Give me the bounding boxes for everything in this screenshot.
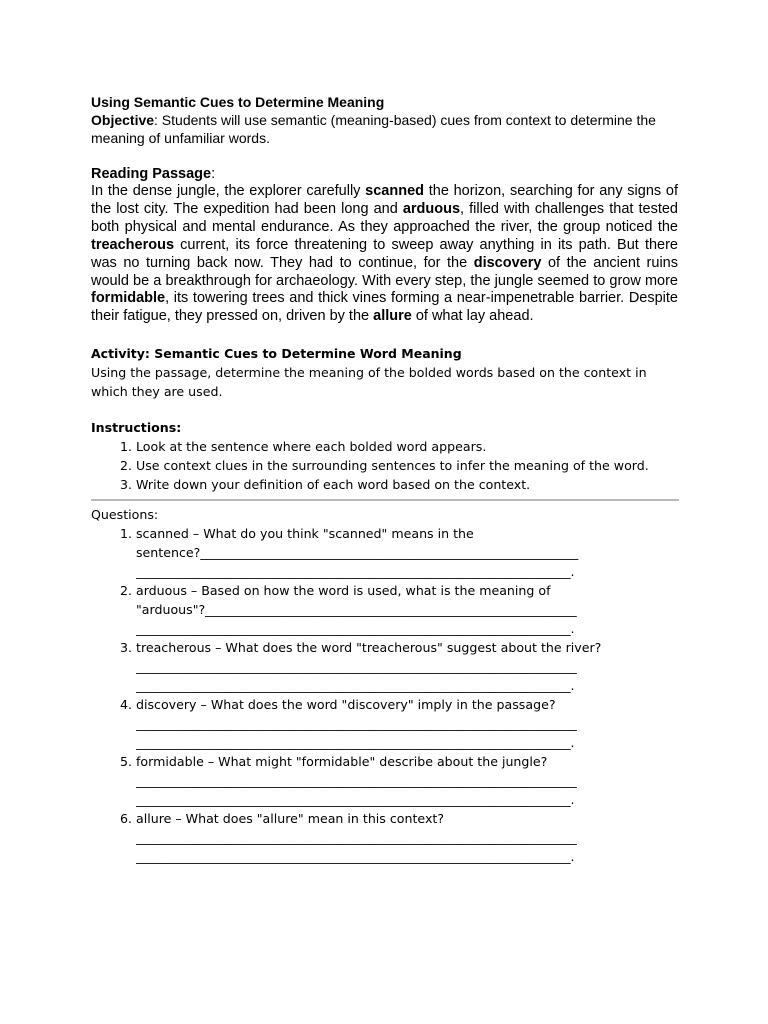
answer-line[interactable]: ______________________________________________________________________ (136, 773, 577, 789)
question-item (136, 809, 678, 866)
activity-text: Using the passage, determine the meaning of the bolded words based on the context in which they are used. (91, 365, 647, 400)
worksheet-title: Using Semantic Cues to Determine Meaning (91, 94, 385, 110)
answer-line[interactable]: _____________________________________________________________________. (136, 792, 575, 808)
passage-text: the horizon, searching for any signs of the lost city. The expedition had been long and (91, 183, 678, 217)
worksheet-page (91, 93, 678, 866)
answer-line[interactable]: _____________________________________________________________________. (136, 849, 575, 865)
answer-line[interactable]: sentence?____________________________________________________________ (136, 545, 579, 561)
instruction-item: 3. Write down your definition of each word based on the context. (136, 475, 678, 494)
instruction-item: 1. Look at the sentence where each bolded word appears. (136, 437, 678, 456)
passage-text: of what lay ahead. (411, 308, 534, 325)
instructions-list (91, 437, 678, 494)
question-prompt: 1. scanned – What do you think "scanned" means in the (136, 526, 474, 542)
question-item (136, 638, 678, 695)
objective-text: : Students will use semantic (meaning-based) cues from context to determine the meaning of unfamiliar words. (91, 112, 656, 146)
instruction-item: 2. Use context clues in the surrounding sentences to infer the meaning of the word. (136, 456, 678, 475)
instructions-title: Instructions: (91, 420, 182, 436)
question-prompt: 2. arduous – Based on how the word is used, what is the meaning of (136, 583, 551, 599)
question-item (136, 695, 678, 752)
passage-text: In the dense jungle, the explorer carefully (91, 183, 366, 199)
reading-passage-heading (91, 165, 678, 183)
questions-list (91, 524, 678, 866)
answer-line[interactable]: ______________________________________________________________________ (136, 659, 577, 675)
bold-word-discovery: discovery (473, 254, 542, 271)
bold-word-scanned: scanned (365, 183, 424, 199)
question-item (136, 524, 678, 581)
question-item (136, 752, 678, 809)
objective (91, 111, 678, 147)
answer-line[interactable]: _____________________________________________________________________. (136, 564, 575, 580)
question-prompt: 6. allure – What does "allure" mean in this context? (136, 811, 445, 827)
passage-text: , filled with challenges that tested both physical and mental endurance. As they approached the river, the group noticed the (91, 200, 678, 235)
passage-text: of the ancient ruins would be a breakthrough for archaeology. With every step, the jungle seemed to grow more (91, 254, 678, 289)
questions-title: Questions: (91, 507, 159, 523)
passage-text: , its towering trees and thick vines forming a near-impenetrable barrier. Despite their fatigue, they pressed on, driven by the (91, 290, 678, 325)
bold-word-arduous: arduous (402, 200, 461, 217)
reading-passage-label: Reading Passage (91, 166, 212, 182)
question-prompt: 4. discovery – What does the word "discovery" imply in the passage? (136, 697, 556, 713)
passage-text: current, its force threatening to sweep away anything in its path. But there was no turning back now. They had to continue, for the (91, 236, 678, 271)
question-item (136, 581, 678, 638)
answer-line[interactable]: ______________________________________________________________________ (136, 716, 577, 732)
answer-line[interactable]: _____________________________________________________________________. (136, 621, 575, 637)
question-prompt: 5. formidable – What might "formidable" describe about the jungle? (136, 754, 548, 770)
reading-passage (91, 183, 678, 326)
answer-line[interactable]: ______________________________________________________________________ (136, 830, 577, 846)
bold-word-treacherous: treacherous (91, 236, 175, 253)
answer-line[interactable]: _____________________________________________________________________. (136, 735, 575, 751)
objective-label: Objective (91, 112, 155, 128)
reading-passage-colon: : (211, 166, 216, 182)
answer-line[interactable]: _____________________________________________________________________. (136, 678, 575, 694)
activity-title: Activity: Semantic Cues to Determine Word Meaning (91, 346, 462, 362)
bold-word-formidable: formidable (91, 290, 166, 307)
bold-word-allure: allure (373, 308, 412, 325)
section-divider (91, 499, 679, 501)
question-prompt: 3. treacherous – What does the word "treacherous" suggest about the river? (136, 640, 602, 656)
answer-line[interactable]: "arduous"?___________________________________________________________ (136, 602, 577, 618)
